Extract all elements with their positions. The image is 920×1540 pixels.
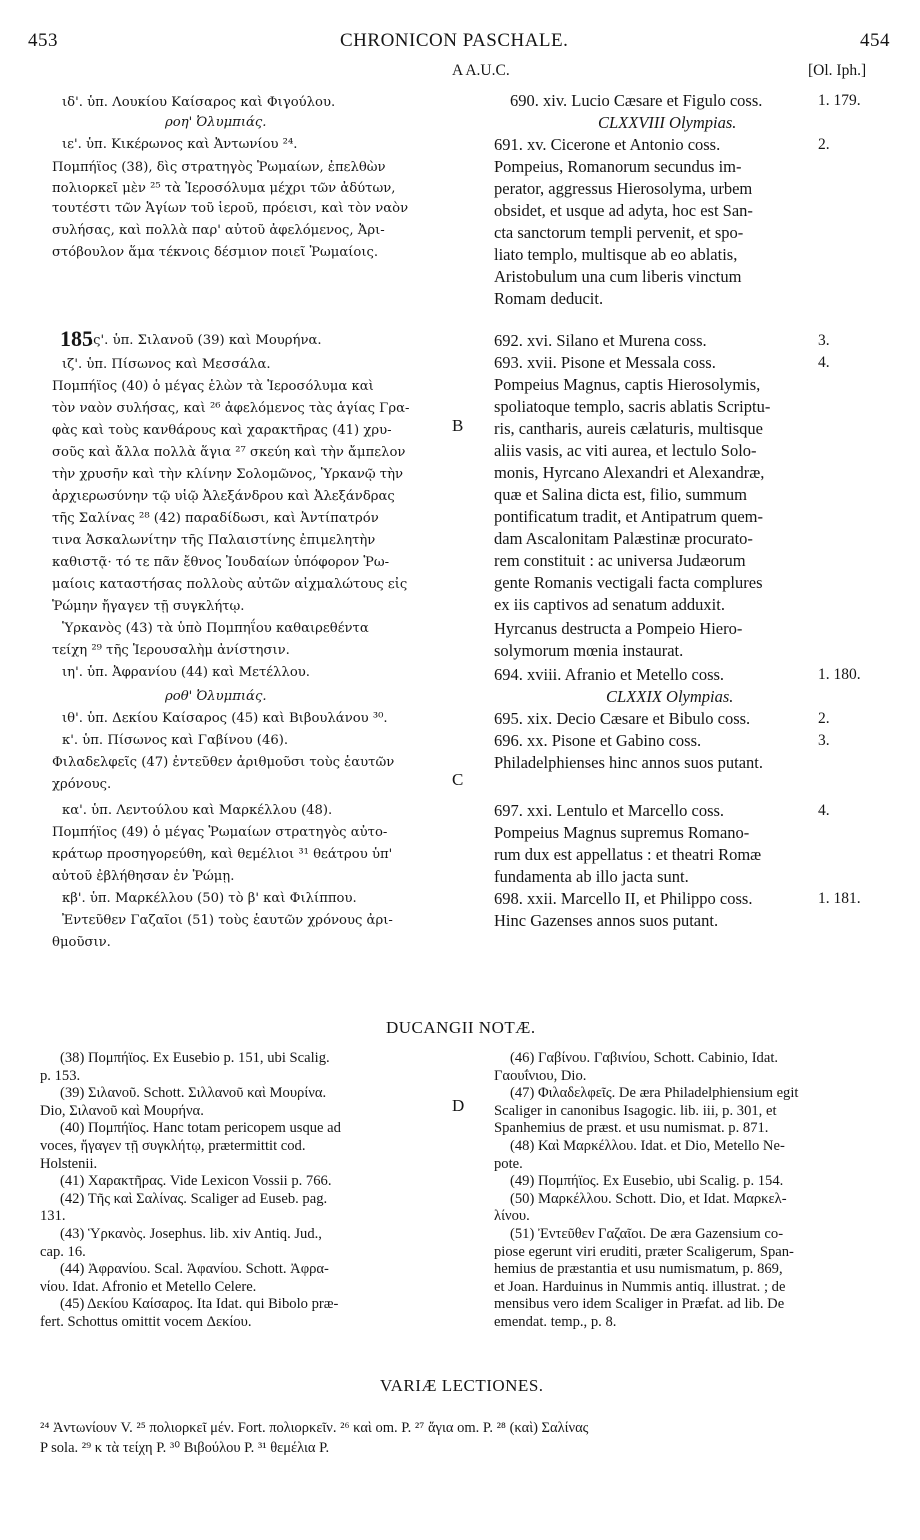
latin-text-line: perator, aggressus Hierosolyma, urbem <box>494 179 753 198</box>
latin-text-line: 690. xiv. Lucio Cæsare et Figulo coss. <box>510 91 763 110</box>
greek-text-line: τὸν ναὸν συλήσας, καὶ ²⁶ ἀφελόμενος τὰς ἁγίας Γρα- <box>52 401 410 416</box>
olympiad-number: 1. 179. <box>818 92 861 109</box>
greek-text-line: τινα Ἀσκαλωνίτην τῆς Παλαιστίνης ἐπιμελητὴν <box>52 533 376 548</box>
notes-heading: DUCANGII NOTÆ. <box>386 1018 536 1037</box>
note-line: (43) Ὑρκανὸς. Josephus. lib. xiv Antiq. Jud., <box>60 1226 322 1242</box>
note-line: voces, ἤγαγεν τῇ συγκλήτῳ, prætermittit cod. <box>40 1138 306 1154</box>
greek-text-line: θμοῦσιν. <box>52 935 111 950</box>
note-line: (42) Τῆς καὶ Σαλίνας. Scaliger ad Euseb. pag. <box>60 1190 328 1207</box>
note-line: (47) Φιλαδελφεῖς. De æra Philadelphiensium egit <box>510 1085 799 1102</box>
latin-text-line: Hinc Gazenses annos suos putant. <box>494 911 719 930</box>
note-line: pote. <box>494 1155 523 1172</box>
latin-text-line: 693. xvii. Pisone et Messala coss. <box>494 353 716 372</box>
olympiad-number: 4. <box>818 354 830 371</box>
greek-text-line: φὰς καὶ τοὺς κανθάρους καὶ χαρακτῆρας (41) χρυ- <box>52 423 392 438</box>
latin-text-line: rem constituit : ac universa Judæorum <box>494 551 746 570</box>
column-header-olympiad: [Ol. Iph.] <box>808 62 867 79</box>
latin-text-line: Philadelphienses hinc annos suos putant. <box>494 753 764 772</box>
latin-text-line: spoliatoque templo, sacris ablatis Scriptu- <box>494 397 771 416</box>
olympiad-number: 3. <box>818 332 830 349</box>
greek-text-line: Φιλαδελφεῖς (47) ἐντεῦθεν ἀριθμοῦσι τοὺς ἑαυτῶν <box>52 755 395 770</box>
latin-text-line: liato templo, multisque ab eo ablatis, <box>494 245 738 264</box>
note-line: (49) Πομπήϊος. Ex Eusebio, ubi Scalig. p. 154. <box>510 1173 784 1190</box>
folio-number: 185 <box>60 326 93 351</box>
variae-lectiones-heading: VARIÆ LECTIONES. <box>380 1376 544 1395</box>
latin-text-line: fundamenta ab illo jacta sunt. <box>494 867 689 886</box>
greek-text-line: κράτωρ προσηγορεύθη, καὶ θεμέλιοι ³¹ θεάτρου ὑπ' <box>52 847 393 862</box>
margin-letter-d: D <box>452 1096 465 1115</box>
note-line: emendat. temp., p. 8. <box>494 1314 617 1330</box>
note-line: (39) Σιλανοῦ. Schott. Σιλλανοῦ καὶ Μουρίνα. <box>60 1085 327 1102</box>
note-line: (38) Πομπήϊος. Ex Eusebio p. 151, ubi Scalig. <box>60 1050 330 1066</box>
greek-text-line: κ'. ὑπ. Πίσωνος καὶ Γαβίνου (46). <box>62 733 289 748</box>
note-line: (45) Δεκίου Καίσαρος. Ita Idat. qui Bibolo præ- <box>60 1296 339 1313</box>
latin-text-line: Hyrcanus destructa a Pompeio Hiero- <box>494 619 743 638</box>
latin-text-line: Pompeius Magnus supremus Romano- <box>494 823 750 842</box>
note-line: (51) Ἐντεῦθεν Γαζαῖοι. De æra Gazensium co- <box>510 1226 784 1242</box>
latin-text-line: cta sanctorum templi pervenit, et spo- <box>494 223 744 242</box>
note-line: Holstenii. <box>40 1155 98 1172</box>
greek-text-line: ροη' Ὀλυμπιάς. <box>165 115 267 130</box>
note-line: mensibus vero idem Scaliger in Præfat. ad lib. De <box>494 1296 785 1313</box>
greek-text-line: τουτέστι τῶν Ἁγίων τοῦ ἱεροῦ, πρόεισι, καὶ τὸν ναὸν <box>52 201 409 216</box>
latin-text-line: ex iis captivos ad senatum adduxit. <box>494 595 725 614</box>
note-line: Dio, Σιλανοῦ καὶ Μουρήνα. <box>40 1102 204 1119</box>
note-line: (40) Πομπήϊος. Hanc totam pericopem usque ad <box>60 1120 341 1137</box>
latin-text-line: Pompeius Magnus, captis Hierosolymis, <box>494 375 761 394</box>
note-line: 131. <box>40 1208 66 1225</box>
greek-text-line: ἀρχιερωσύνην τῷ υἱῷ Ἀλεξάνδρου καὶ Ἀλεξάνδρας <box>52 489 395 504</box>
latin-text-line: Pompeius, Romanorum secundus im- <box>494 157 742 176</box>
greek-text-line: Ῥώμην ἤγαγεν τῇ συγκλήτῳ. <box>52 599 245 614</box>
greek-text-line: τὴν χρυσῆν καὶ τὴν κλίνην Σολομῶνος, Ὑρκανῷ τὴν <box>52 467 403 482</box>
column-header-auc: A A.U.C. <box>452 62 510 79</box>
note-line: Spanhemius de præst. et usu numismat. p. 871. <box>494 1120 769 1137</box>
olympiad-number: 2. <box>818 136 830 153</box>
note-line: (46) Γαβίνου. Γαβινίου, Schott. Cabinio, Idat. <box>510 1050 779 1066</box>
greek-text-line: Ὑρκανὸς (43) τὰ ὑπὸ Πομπηΐου καθαιρεθέντα <box>62 621 369 636</box>
greek-text-line: καθιστᾷ· τό τε πᾶν ἔθνος Ἰουδαίων ὑπόφορον Ῥω- <box>52 555 390 570</box>
greek-text-line: ιζ'. ὑπ. Πίσωνος καὶ Μεσσάλα. <box>62 357 271 372</box>
latin-text-line: pontificatum tradit, et Antipatrum quem- <box>494 507 763 526</box>
greek-text-line: στόβουλον ἅμα τέκνοις δέσμιον ποιεῖ Ῥωμαίοις. <box>52 245 379 260</box>
right-page-number: 454 <box>860 30 890 51</box>
latin-text-line: CLXXVIII Olympias. <box>598 113 737 132</box>
greek-text-line: ιθ'. ὑπ. Δεκίου Καίσαρος (45) καὶ Βιβουλάνου ³⁰. <box>62 711 388 726</box>
greek-text-line: πολιορκεῖ μὲν ²⁵ τὰ Ἱεροσόλυμα μέχρι τῶν ἀδύτων, <box>52 181 396 196</box>
greek-text-line: χρόνους. <box>52 777 112 792</box>
greek-text-line: ις'. ὑπ. Σιλανοῦ (39) καὶ Μουρήνα. <box>88 333 322 348</box>
latin-text-line: ris, cantharis, aureis cælaturis, multisque <box>494 419 763 438</box>
note-line: (44) Ἀφρανίου. Scal. Ἀφανίου. Schott. Ἀφρα- <box>60 1261 329 1278</box>
note-line: cap. 16. <box>40 1243 86 1260</box>
olympiad-number: 1. 180. <box>818 666 861 683</box>
latin-text-line: aliis vasis, ac viti aurea, et lectulo Solo- <box>494 441 757 460</box>
note-line: piose egerunt viri eruditi, præter Scaligerum, Span- <box>494 1243 794 1260</box>
running-title: CHRONICON PASCHALE. <box>340 30 569 51</box>
latin-text-line: obsidet, et usque ad adyta, hoc est San- <box>494 201 753 220</box>
margin-letter-b: B <box>452 416 464 435</box>
greek-text-line: συλήσας, καὶ πολλὰ παρ' αὐτοῦ ἀφελόμενος, Ἀρι- <box>52 223 385 238</box>
variant-reading-line: ²⁴ Ἀντωνίουν V. ²⁵ πολιορκεῖ μέν. Fort. πολιορκεῖν. ²⁶ καὶ om. P. ²⁷ ἅγια om. P. ²⁸ (καὶ) Σαλίνας <box>40 1420 589 1436</box>
olympiad-number: 1. 181. <box>818 890 861 907</box>
greek-text-line: Πομπήϊος (40) ὁ μέγας ἑλὼν τὰ Ἱεροσόλυμα καὶ <box>52 379 374 394</box>
greek-text-line: Πομπήϊος (49) ὁ μέγας Ῥωμαίων στρατηγὸς αὐτο- <box>52 825 388 840</box>
greek-text-line: κβ'. ὑπ. Μαρκέλλου (50) τὸ β' καὶ Φιλίππου. <box>62 891 357 906</box>
latin-text-line: gente Romanis vectigali facta complures <box>494 573 763 592</box>
note-line: hemius de præstantia et usu numismatum, p. 869, <box>494 1261 783 1278</box>
greek-text-line: ιε'. ὑπ. Κικέρωνος καὶ Ἀντωνίου ²⁴. <box>62 137 298 152</box>
note-line: et Joan. Harduinus in Nummis antiq. illustrat. ; de <box>494 1278 786 1295</box>
greek-text-line: ιη'. ὑπ. Ἀφρανίου (44) καὶ Μετέλλου. <box>62 665 310 680</box>
latin-text-line: quæ et Salina dicta est, filio, summum <box>494 485 747 504</box>
latin-text-line: 695. xix. Decio Cæsare et Bibulo coss. <box>494 709 751 728</box>
latin-text-line: CLXXIX Olympias. <box>606 687 734 706</box>
greek-text-line: τείχη ²⁹ τῆς Ἱερουσαλὴμ ἀνίστησιν. <box>52 643 290 658</box>
latin-text-line: Romam deducit. <box>494 289 604 308</box>
greek-text-line: μαίοις καταστήσας πολλοὺς αὐτῶν αἰχμαλώτους εἰς <box>52 577 408 592</box>
latin-text-line: Aristobulum una cum liberis vinctum <box>494 267 742 286</box>
greek-text-line: κα'. ὑπ. Λεντούλου καὶ Μαρκέλλου (48). <box>62 803 333 818</box>
note-line: Scaliger in canonibus Isagogic. lib. iii, p. 301, et <box>494 1102 777 1119</box>
greek-text-line: αὐτοῦ ἐβλήθησαν ἐν Ῥώμῃ. <box>52 869 235 884</box>
latin-text-line: 692. xvi. Silano et Murena coss. <box>494 331 707 350</box>
latin-text-line: 694. xviii. Afranio et Metello coss. <box>494 665 725 684</box>
greek-text-line: τῆς Σαλίνας ²⁸ (42) παραδίδωσι, καὶ Ἀντίπατρόν <box>52 511 379 526</box>
latin-text-line: dam Ascalonitam Palæstinæ procurato- <box>494 529 753 548</box>
note-line: λίνου. <box>494 1208 530 1225</box>
variant-reading-line: P sola. ²⁹ κ τὰ τείχη P. ³⁰ Βιβούλου P. ³¹ θεμέλια P. <box>40 1440 330 1456</box>
note-line: νίου. Idat. Afronio et Metello Celere. <box>40 1278 257 1295</box>
olympiad-number: 4. <box>818 802 830 819</box>
margin-letter-c: C <box>452 770 464 789</box>
left-page-number: 453 <box>28 30 58 51</box>
latin-text-line: 691. xv. Cicerone et Antonio coss. <box>494 135 721 154</box>
greek-text-line: Πομπήϊος (38), δὶς στρατηγὸς Ῥωμαίων, ἐπελθὼν <box>52 160 386 175</box>
note-line: (50) Μαρκέλλου. Schott. Dio, et Idat. Μαρκελ- <box>510 1190 787 1207</box>
note-line: p. 153. <box>40 1067 81 1084</box>
greek-text-line: σοῦς καὶ ἄλλα πολλὰ ἅγια ²⁷ σκεύη καὶ τὴν ἄμπελον <box>52 445 406 460</box>
note-line: (41) Χαρακτῆρας. Vide Lexicon Vossii p. 766. <box>60 1173 332 1190</box>
greek-text-line: ιδ'. ὑπ. Λουκίου Καίσαρος καὶ Φιγούλου. <box>62 95 336 110</box>
latin-text-line: rum dux est appellatus : et theatri Romæ <box>494 845 762 864</box>
latin-text-line: monis, Hyrcano Alexandri et Alexandræ, <box>494 463 765 482</box>
greek-text-line: ροθ' Ὀλυμπιάς. <box>165 689 267 704</box>
olympiad-number: 2. <box>818 710 830 727</box>
latin-text-line: 698. xxii. Marcello II, et Philippo coss. <box>494 889 753 908</box>
latin-text-line: solymorum mœnia instaurat. <box>494 641 684 660</box>
latin-text-line: 696. xx. Pisone et Gabino coss. <box>494 731 702 750</box>
note-line: (48) Καὶ Μαρκέλλου. Idat. et Dio, Metello Ne- <box>510 1138 785 1154</box>
note-line: Γαουΐνιου, Dio. <box>494 1067 587 1084</box>
greek-text-line: Ἐντεῦθεν Γαζαῖοι (51) τοὺς ἑαυτῶν χρόνους ἀρι- <box>62 913 393 928</box>
note-line: fert. Schottus omittit vocem Δεκίου. <box>40 1314 252 1330</box>
latin-text-line: 697. xxi. Lentulo et Marcello coss. <box>494 801 725 820</box>
olympiad-number: 3. <box>818 732 830 749</box>
